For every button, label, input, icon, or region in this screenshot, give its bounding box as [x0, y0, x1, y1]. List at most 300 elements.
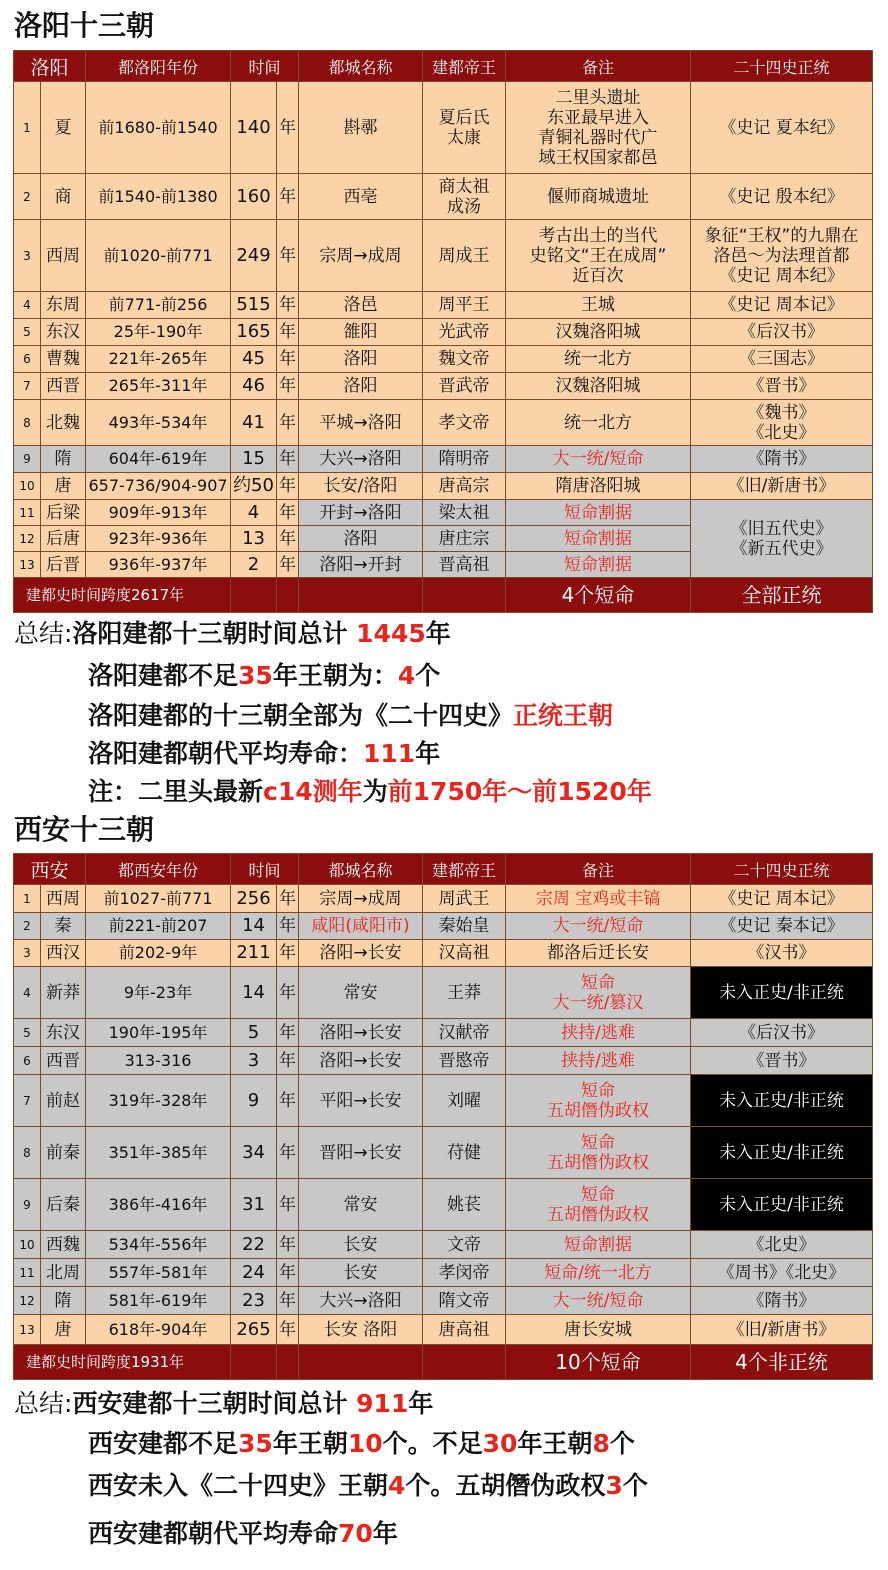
capital-years: 534年-556年	[86, 1231, 231, 1259]
duration-unit: 年	[277, 1231, 299, 1259]
note-text: 隋唐洛阳城	[506, 473, 691, 500]
table-row	[14, 1019, 873, 1047]
history-source: 《晋书》	[691, 373, 873, 400]
duration-value: 24	[231, 1259, 277, 1287]
founder-name: 唐庄宗	[423, 526, 506, 552]
duration-unit: 年	[277, 174, 299, 220]
header-history: 二十四史正统	[691, 854, 873, 885]
dynasty-name: 东周	[41, 292, 86, 319]
duration-value: 41	[231, 400, 277, 446]
summary-text: 年	[372, 1519, 398, 1548]
table-row	[14, 346, 873, 373]
note-text: 短命割据	[506, 526, 691, 552]
summary-text: 为	[362, 777, 388, 806]
history-source: 《史记 周本记》	[691, 292, 873, 319]
header-years: 都西安年份	[86, 854, 231, 885]
capital-name: 长安	[299, 1259, 423, 1287]
note-text: 唐长安城	[506, 1315, 691, 1345]
summary-text: 西安未入《二十四史》王朝	[88, 1471, 389, 1500]
header-founder: 建都帝王	[423, 854, 506, 885]
capital-name: 洛阳→长安	[299, 1019, 423, 1047]
history-source: 《史记 秦本记》	[691, 913, 873, 940]
header-row	[14, 51, 873, 82]
row-number: 12	[14, 526, 41, 552]
capital-years: 前202-9年	[86, 940, 231, 967]
summary-text: 洛阳建都朝代平均寿命：	[88, 739, 364, 768]
capital-name: 咸阳(咸阳市)	[299, 913, 423, 940]
table-row	[14, 400, 873, 446]
note-text: 短命 五胡僭伪政权	[506, 1127, 691, 1179]
header-capital: 都城名称	[299, 854, 423, 885]
note-text: 王城	[506, 292, 691, 319]
luoyang-summary-4	[88, 738, 440, 770]
row-number: 12	[14, 1287, 41, 1315]
dynasty-name: 西周	[41, 885, 86, 913]
summary-value: 3	[605, 1471, 623, 1500]
duration-unit: 年	[277, 1179, 299, 1231]
founder-name: 孝文帝	[423, 400, 506, 446]
dynasty-name: 唐	[41, 1315, 86, 1345]
capital-years: 前771-前256	[86, 292, 231, 319]
capital-name: 洛阳→开封	[299, 552, 423, 578]
xian-span: 建都史时间跨度1931年	[14, 1345, 231, 1380]
history-source: 未入正史/非正统	[691, 1127, 873, 1179]
duration-unit: 年	[277, 82, 299, 174]
row-number: 7	[14, 1075, 41, 1127]
summary-text: 个。不足	[382, 1429, 483, 1458]
founder-name: 唐高祖	[423, 1315, 506, 1345]
note-text: 大一统/短命	[506, 913, 691, 940]
summary-text: 年王朝为：	[272, 661, 398, 690]
summary-value: 70	[338, 1519, 373, 1548]
duration-unit: 年	[277, 967, 299, 1019]
summary-text: 注：二里头最新	[88, 777, 264, 806]
capital-years: 618年-904年	[86, 1315, 231, 1345]
luoyang-table	[13, 50, 873, 613]
capital-name: 平阳→长安	[299, 1075, 423, 1127]
dynasty-name: 西周	[41, 220, 86, 292]
capital-years: 190年-195年	[86, 1019, 231, 1047]
summary-text: 个。五胡僭伪政权	[405, 1471, 606, 1500]
dynasty-name: 唐	[41, 473, 86, 500]
duration-value: 160	[231, 174, 277, 220]
history-source: 《晋书》	[691, 1047, 873, 1075]
history-source: 《史记 夏本纪》	[691, 82, 873, 174]
founder-name: 隋明帝	[423, 446, 506, 473]
founder-name: 晋高祖	[423, 552, 506, 578]
note-text: 大一统/短命	[506, 446, 691, 473]
row-number: 11	[14, 1259, 41, 1287]
duration-unit: 年	[277, 473, 299, 500]
note-text: 短命割据	[506, 552, 691, 578]
xian-footer-row	[14, 1345, 873, 1380]
note-text: 考古出土的当代 史铭文“王在成周” 近百次	[506, 220, 691, 292]
history-source: 《史记 殷本纪》	[691, 174, 873, 220]
luoyang-span: 建都史时间跨度2617年	[14, 578, 231, 613]
dynasty-name: 前赵	[41, 1075, 86, 1127]
table-row	[14, 940, 873, 967]
luoyang-summary-3	[88, 700, 613, 732]
summary-text: 西安建都朝代平均寿命	[88, 1519, 339, 1548]
duration-value: 15	[231, 446, 277, 473]
duration-value: 249	[231, 220, 277, 292]
table-row	[14, 885, 873, 913]
capital-years: 313-316	[86, 1047, 231, 1075]
capital-years: 319年-328年	[86, 1075, 231, 1127]
header-founder: 建都帝王	[423, 51, 506, 82]
summary-text: 年	[425, 619, 451, 648]
history-source: 《后汉书》	[691, 319, 873, 346]
duration-value: 5	[231, 1019, 277, 1047]
row-number: 9	[14, 446, 41, 473]
founder-name: 商太祖 成汤	[423, 174, 506, 220]
dynasty-name: 前秦	[41, 1127, 86, 1179]
table-row	[14, 500, 873, 526]
table-row	[14, 220, 873, 292]
table-row	[14, 1047, 873, 1075]
table-row	[14, 967, 873, 1019]
history-source: 未入正史/非正统	[691, 967, 873, 1019]
summary-value: 8	[592, 1429, 610, 1458]
table-row	[14, 1075, 873, 1127]
capital-name: 大兴→洛阳	[299, 446, 423, 473]
duration-value: 4	[231, 500, 277, 526]
summary-value: 正统王朝	[513, 701, 614, 730]
summary-text: 个	[622, 1471, 648, 1500]
dynasty-name: 后晋	[41, 552, 86, 578]
capital-years: 265年-311年	[86, 373, 231, 400]
summary-text: 洛阳建都十三朝时间总计	[72, 619, 357, 648]
capital-years: 前221-前207	[86, 913, 231, 940]
duration-value: 2	[231, 552, 277, 578]
founder-name: 夏后氏 太康	[423, 82, 506, 174]
note-text: 短命 大一统/篡汉	[506, 967, 691, 1019]
note-text: 大一统/短命	[506, 1287, 691, 1315]
luoyang-summary-5	[88, 776, 652, 808]
header-years: 都洛阳年份	[86, 51, 231, 82]
row-number: 4	[14, 967, 41, 1019]
history-source: 《三国志》	[691, 346, 873, 373]
capital-name: 洛阳	[299, 526, 423, 552]
summary-label: 总结:	[14, 619, 73, 648]
capital-name: 雒阳	[299, 319, 423, 346]
duration-unit: 年	[277, 526, 299, 552]
row-number: 3	[14, 940, 41, 967]
capital-name: 长安/洛阳	[299, 473, 423, 500]
capital-years: 221年-265年	[86, 346, 231, 373]
capital-name: 洛邑	[299, 292, 423, 319]
capital-name: 洛阳→长安	[299, 940, 423, 967]
dynasty-name: 秦	[41, 913, 86, 940]
luoyang-summary-1	[14, 618, 451, 650]
capital-years: 923年-936年	[86, 526, 231, 552]
table-row	[14, 1127, 873, 1179]
note-text: 挟持/逃难	[506, 1047, 691, 1075]
duration-value: 22	[231, 1231, 277, 1259]
history-source: 《周书》《北史》	[691, 1259, 873, 1287]
dynasty-name: 西晋	[41, 1047, 86, 1075]
row-number: 6	[14, 346, 41, 373]
note-text: 宗周 宝鸡或丰镐	[506, 885, 691, 913]
duration-value: 14	[231, 967, 277, 1019]
capital-name: 宗周→成周	[299, 220, 423, 292]
duration-value: 256	[231, 885, 277, 913]
table-row	[14, 373, 873, 400]
capital-years: 前1680-前1540	[86, 82, 231, 174]
duration-unit: 年	[277, 1019, 299, 1047]
capital-name: 西亳	[299, 174, 423, 220]
table-row	[14, 1231, 873, 1259]
founder-name: 刘曜	[423, 1075, 506, 1127]
dynasty-name: 后秦	[41, 1179, 86, 1231]
history-source: 《后汉书》	[691, 1019, 873, 1047]
row-number: 1	[14, 82, 41, 174]
summary-text: 年王朝	[517, 1429, 593, 1458]
summary-text: 西安建都十三朝时间总计	[72, 1389, 357, 1418]
summary-text: 年	[415, 739, 441, 768]
note-text: 短命割据	[506, 500, 691, 526]
xian-summary-4	[88, 1518, 398, 1550]
summary-value: 35	[238, 661, 273, 690]
xian-short-count: 10个短命	[506, 1345, 691, 1380]
duration-value: 34	[231, 1127, 277, 1179]
header-duration: 时间	[231, 51, 299, 82]
duration-unit: 年	[277, 1127, 299, 1179]
row-number: 5	[14, 1019, 41, 1047]
capital-name: 斟鄩	[299, 82, 423, 174]
duration-unit: 年	[277, 346, 299, 373]
capital-name: 常安	[299, 1179, 423, 1231]
dynasty-name: 西汉	[41, 940, 86, 967]
history-source: 《旧/新唐书》	[691, 473, 873, 500]
capital-name: 晋阳→长安	[299, 1127, 423, 1179]
row-number: 2	[14, 913, 41, 940]
history-source: 《隋书》	[691, 446, 873, 473]
table-row	[14, 473, 873, 500]
luoyang-title: 洛阳十三朝	[14, 9, 155, 42]
dynasty-name: 西晋	[41, 373, 86, 400]
duration-unit: 年	[277, 913, 299, 940]
history-source: 未入正史/非正统	[691, 1075, 873, 1127]
duration-value: 515	[231, 292, 277, 319]
duration-value: 31	[231, 1179, 277, 1231]
capital-name: 开封→洛阳	[299, 500, 423, 526]
duration-unit: 年	[277, 1259, 299, 1287]
capital-years: 657-736/904-907	[86, 473, 231, 500]
duration-unit: 年	[277, 373, 299, 400]
note-text: 短命割据	[506, 1231, 691, 1259]
founder-name: 孝闵帝	[423, 1259, 506, 1287]
duration-value: 3	[231, 1047, 277, 1075]
capital-name: 洛阳	[299, 346, 423, 373]
dynasty-name: 东汉	[41, 319, 86, 346]
duration-unit: 年	[277, 940, 299, 967]
xian-title: 西安十三朝	[14, 813, 155, 846]
row-number: 2	[14, 174, 41, 220]
duration-unit: 年	[277, 220, 299, 292]
dynasty-name: 隋	[41, 1287, 86, 1315]
luoyang-orthodox: 全部正统	[691, 578, 873, 613]
table-row	[14, 319, 873, 346]
row-number: 1	[14, 885, 41, 913]
history-source: 象征“王权”的九鼎在 洛邑～为法理首都 《史记 周本纪》	[691, 220, 873, 292]
capital-years: 493年-534年	[86, 400, 231, 446]
capital-years: 936年-937年	[86, 552, 231, 578]
dynasty-name: 新莽	[41, 967, 86, 1019]
history-source: 《旧五代史》 《新五代史》	[691, 500, 873, 578]
history-source: 《史记 周本记》	[691, 885, 873, 913]
summary-value: 4	[397, 661, 416, 690]
duration-value: 45	[231, 346, 277, 373]
founder-name: 姚苌	[423, 1179, 506, 1231]
header-note: 备注	[506, 854, 691, 885]
summary-text: 西安建都不足	[88, 1429, 239, 1458]
summary-value: c14测年	[263, 777, 363, 806]
header-row	[14, 854, 873, 885]
capital-name: 平城→洛阳	[299, 400, 423, 446]
xian-summary-2	[88, 1428, 635, 1460]
summary-value: 前1750年～前1520年	[387, 777, 652, 806]
dynasty-name: 北魏	[41, 400, 86, 446]
capital-name: 大兴→洛阳	[299, 1287, 423, 1315]
row-number: 10	[14, 1231, 41, 1259]
founder-name: 汉献帝	[423, 1019, 506, 1047]
row-number: 13	[14, 1315, 41, 1345]
capital-name: 长安 洛阳	[299, 1315, 423, 1345]
header-city: 洛阳	[14, 51, 86, 82]
capital-years: 386年-416年	[86, 1179, 231, 1231]
summary-text: 个	[415, 661, 441, 690]
summary-value: 10	[347, 1429, 383, 1458]
duration-unit: 年	[277, 552, 299, 578]
note-text: 短命 五胡僭伪政权	[506, 1179, 691, 1231]
table-row	[14, 1287, 873, 1315]
duration-value: 约50	[231, 473, 277, 500]
history-source: 未入正史/非正统	[691, 1179, 873, 1231]
dynasty-name: 曹魏	[41, 346, 86, 373]
capital-years: 351年-385年	[86, 1127, 231, 1179]
dynasty-name: 西魏	[41, 1231, 86, 1259]
capital-years: 581年-619年	[86, 1287, 231, 1315]
summary-value: 4	[388, 1471, 406, 1500]
duration-unit: 年	[277, 1047, 299, 1075]
founder-name: 魏文帝	[423, 346, 506, 373]
dynasty-name: 隋	[41, 446, 86, 473]
duration-unit: 年	[277, 1075, 299, 1127]
founder-name: 汉高祖	[423, 940, 506, 967]
duration-unit: 年	[277, 885, 299, 913]
history-source: 《魏书》 《北史》	[691, 400, 873, 446]
duration-unit: 年	[277, 500, 299, 526]
duration-unit: 年	[277, 292, 299, 319]
duration-unit: 年	[277, 1315, 299, 1345]
duration-value: 211	[231, 940, 277, 967]
capital-years: 前1540-前1380	[86, 174, 231, 220]
row-number: 13	[14, 552, 41, 578]
row-number: 10	[14, 473, 41, 500]
summary-text: 洛阳建都的十三朝全部为《二十四史》	[88, 701, 514, 730]
table-row	[14, 292, 873, 319]
dynasty-name: 北周	[41, 1259, 86, 1287]
xian-table	[13, 853, 873, 1380]
founder-name: 光武帝	[423, 319, 506, 346]
founder-name: 隋文帝	[423, 1287, 506, 1315]
capital-years: 前1020-前771	[86, 220, 231, 292]
table-row	[14, 82, 873, 174]
founder-name: 周武王	[423, 885, 506, 913]
xian-summary-3	[88, 1470, 648, 1502]
founder-name: 苻健	[423, 1127, 506, 1179]
table-row	[14, 446, 873, 473]
note-text: 短命 五胡僭伪政权	[506, 1075, 691, 1127]
history-source: 《北史》	[691, 1231, 873, 1259]
founder-name: 周成王	[423, 220, 506, 292]
founder-name: 梁太祖	[423, 500, 506, 526]
note-text: 偃师商城遗址	[506, 174, 691, 220]
header-capital: 都城名称	[299, 51, 423, 82]
capital-name: 洛阳	[299, 373, 423, 400]
note-text: 汉魏洛阳城	[506, 319, 691, 346]
dynasty-name: 后唐	[41, 526, 86, 552]
summary-text: 年	[408, 1389, 434, 1418]
summary-value: 111	[363, 739, 416, 768]
duration-value: 23	[231, 1287, 277, 1315]
header-note: 备注	[506, 51, 691, 82]
luoyang-short-count: 4个短命	[506, 578, 691, 613]
row-number: 8	[14, 400, 41, 446]
xian-orthodox: 4个非正统	[691, 1345, 873, 1380]
duration-unit: 年	[277, 446, 299, 473]
dynasty-name: 后梁	[41, 500, 86, 526]
duration-value: 9	[231, 1075, 277, 1127]
row-number: 6	[14, 1047, 41, 1075]
capital-name: 洛阳→长安	[299, 1047, 423, 1075]
founder-name: 秦始皇	[423, 913, 506, 940]
note-text: 挟持/逃难	[506, 1019, 691, 1047]
duration-value: 265	[231, 1315, 277, 1345]
note-text: 汉魏洛阳城	[506, 373, 691, 400]
founder-name: 晋武帝	[423, 373, 506, 400]
duration-value: 46	[231, 373, 277, 400]
table-row	[14, 174, 873, 220]
row-number: 5	[14, 319, 41, 346]
duration-value: 165	[231, 319, 277, 346]
header-duration: 时间	[231, 854, 299, 885]
table-row	[14, 913, 873, 940]
duration-unit: 年	[277, 400, 299, 446]
note-text: 统一北方	[506, 346, 691, 373]
capital-years: 909年-913年	[86, 500, 231, 526]
duration-unit: 年	[277, 1287, 299, 1315]
summary-value: 911	[356, 1389, 409, 1418]
row-number: 9	[14, 1179, 41, 1231]
summary-text: 个	[609, 1429, 635, 1458]
capital-years: 前1027-前771	[86, 885, 231, 913]
capital-name: 宗周→成周	[299, 885, 423, 913]
row-number: 7	[14, 373, 41, 400]
founder-name: 王莽	[423, 967, 506, 1019]
capital-years: 557年-581年	[86, 1259, 231, 1287]
founder-name: 唐高宗	[423, 473, 506, 500]
row-number: 11	[14, 500, 41, 526]
header-history: 二十四史正统	[691, 51, 873, 82]
header-city: 西安	[14, 854, 86, 885]
summary-value: 35	[238, 1429, 273, 1458]
summary-text: 年王朝	[272, 1429, 348, 1458]
history-source: 《隋书》	[691, 1287, 873, 1315]
capital-name: 常安	[299, 967, 423, 1019]
note-text: 都洛后迁长安	[506, 940, 691, 967]
